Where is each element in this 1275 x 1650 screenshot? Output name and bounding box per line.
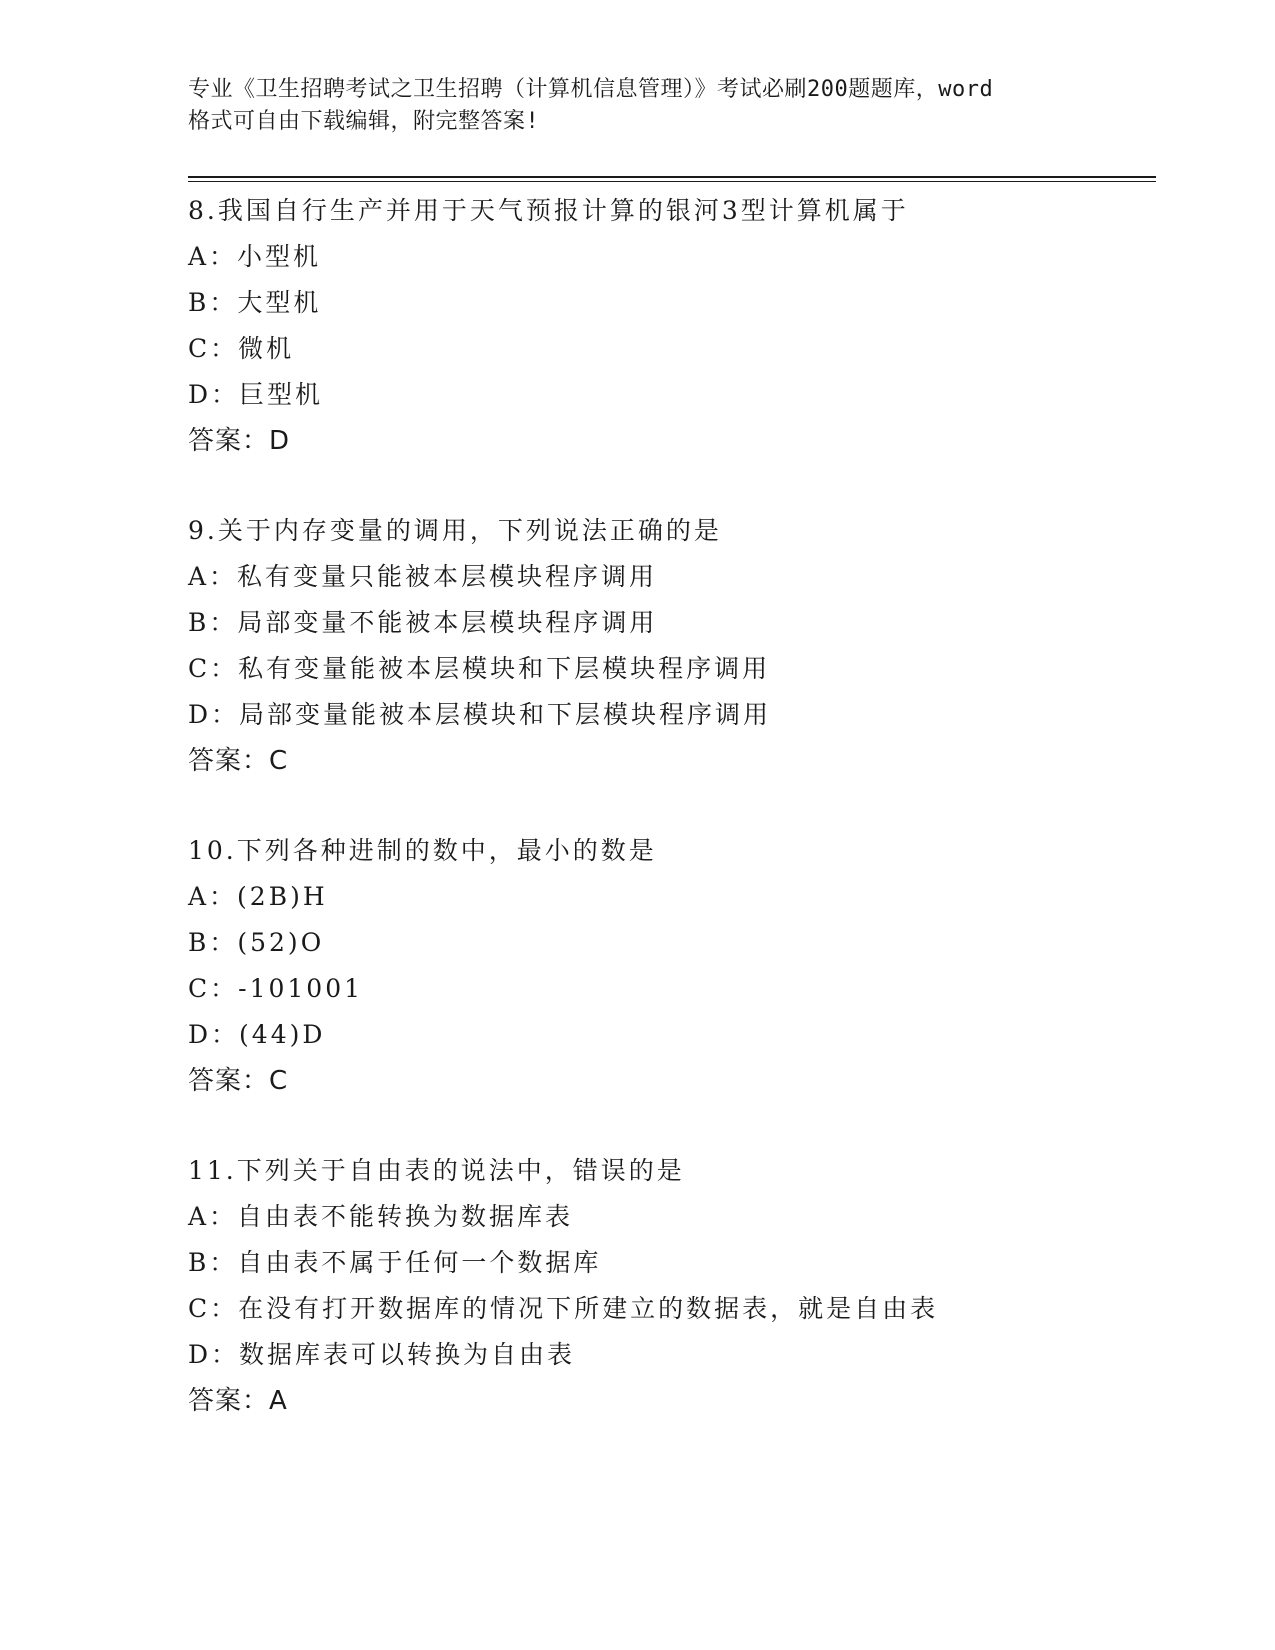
option-b: B：大型机 bbox=[188, 288, 322, 317]
option-b: B：(52)O bbox=[188, 928, 325, 957]
option-d: D：局部变量能被本层模块和下层模块程序调用 bbox=[188, 700, 772, 729]
option-b: B：局部变量不能被本层模块程序调用 bbox=[188, 608, 658, 637]
option-b: B：自由表不属于任何一个数据库 bbox=[188, 1248, 602, 1277]
option-c: C：-101001 bbox=[188, 974, 364, 1003]
option-a: A：小型机 bbox=[188, 242, 322, 271]
header-line-1: 专业《卫生招聘考试之卫生招聘（计算机信息管理）》考试必刷200题题库，word bbox=[188, 77, 994, 102]
header-divider-thin bbox=[188, 181, 1156, 182]
question-block bbox=[188, 1148, 1148, 1424]
answer-line: 答案：A bbox=[188, 1386, 288, 1416]
option-a: A：(2B)H bbox=[188, 882, 328, 911]
question-stem: 8.我国自行生产并用于天气预报计算的银河3型计算机属于 bbox=[188, 196, 909, 225]
option-a: A：私有变量只能被本层模块程序调用 bbox=[188, 562, 658, 591]
option-d: D：(44)D bbox=[188, 1020, 326, 1049]
question-list bbox=[188, 188, 1148, 1468]
answer-line: 答案：C bbox=[188, 746, 289, 776]
question-block bbox=[188, 828, 1148, 1104]
header-divider-thick bbox=[188, 176, 1156, 178]
question-stem: 10.下列各种进制的数中，最小的数是 bbox=[188, 836, 657, 865]
question-block bbox=[188, 508, 1148, 784]
answer-line: 答案：D bbox=[188, 426, 291, 456]
option-c: C：微机 bbox=[188, 334, 295, 363]
question-stem: 9.关于内存变量的调用，下列说法正确的是 bbox=[188, 516, 722, 545]
option-c: C：私有变量能被本层模块和下层模块程序调用 bbox=[188, 654, 771, 683]
question-stem: 11.下列关于自由表的说法中，错误的是 bbox=[188, 1156, 685, 1185]
option-d: D：数据库表可以转换为自由表 bbox=[188, 1340, 576, 1369]
option-d: D：巨型机 bbox=[188, 380, 324, 409]
header-line-2: 格式可自由下载编辑，附完整答案! bbox=[188, 109, 540, 134]
answer-line: 答案：C bbox=[188, 1066, 289, 1096]
option-a: A：自由表不能转换为数据库表 bbox=[188, 1202, 574, 1231]
document-header bbox=[188, 74, 1088, 138]
question-block bbox=[188, 188, 1148, 464]
option-c: C：在没有打开数据库的情况下所建立的数据表，就是自由表 bbox=[188, 1294, 939, 1323]
